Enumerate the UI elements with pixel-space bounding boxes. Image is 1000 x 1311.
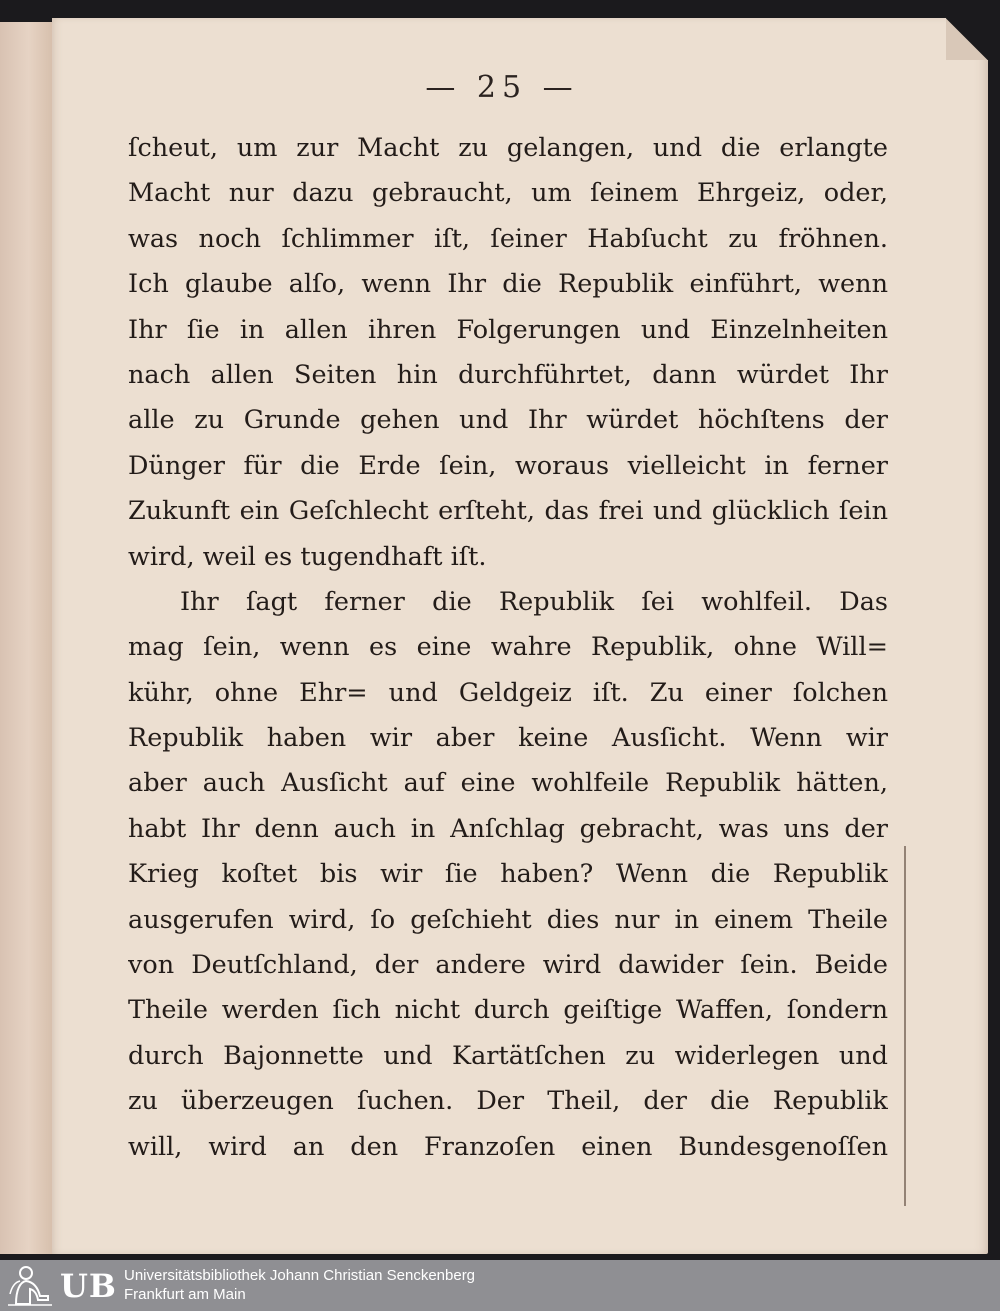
- text-line: Dünger für die Erde ſein, woraus vielleicht in ferner: [128, 450, 888, 481]
- page-number: — 25 —: [425, 70, 579, 105]
- text-line: durch Bajonnette und Kartätſchen zu widerlegen und: [128, 1040, 888, 1071]
- text-line: kühr, ohne Ehr= und Geldgeiz iſt. Zu einer ſolchen: [128, 677, 888, 708]
- text-line: Krieg koſtet bis wir ſie haben? Wenn die Republik: [128, 859, 888, 890]
- book-page: [52, 18, 988, 1254]
- library-footer-bar: [0, 1260, 1000, 1311]
- text-line-paragraph-end: wird, weil es tugendhaft iſt.: [128, 541, 487, 572]
- body-text: [128, 126, 888, 1170]
- previous-page-edge: [0, 22, 53, 1254]
- text-line: alle zu Grunde gehen und Ihr würdet höchſtens der: [128, 405, 888, 436]
- ub-logo[interactable]: [4, 1264, 116, 1307]
- institution-name-line1: Universitätsbibliothek Johann Christian Senckenberg: [124, 1267, 476, 1284]
- text-line: Theile werden ſich nicht durch geiſtige Waffen, ſondern: [128, 995, 888, 1026]
- text-line: ſcheut, um zur Macht zu gelangen, und die erlangte: [128, 133, 888, 163]
- text-line: Ich glaube alſo, wenn Ihr die Republik einführt, wenn: [128, 269, 888, 300]
- text-line-paragraph-start: Ihr ſagt ferner die Republik ſei wohlfeil. Das: [180, 586, 888, 617]
- ub-logo-text: UB: [60, 1267, 117, 1305]
- institution-name: [124, 1266, 475, 1304]
- text-line: was noch ſchlimmer iſt, ſeiner Habſucht zu fröhnen.: [128, 223, 888, 254]
- text-line: Republik haben wir aber keine Ausſicht. Wenn wir: [128, 723, 888, 754]
- text-line: ausgerufen wird, ſo geſchieht dies nur in einem Theile: [128, 904, 888, 935]
- text-line: zu überzeugen ſuchen. Der Theil, der die Republik: [128, 1086, 888, 1117]
- page-corner-fold: [946, 18, 988, 60]
- text-line: will, wird an den Franzoſen einen Bundesgenoſſen: [128, 1131, 888, 1162]
- text-line: Zukunft ein Geſchlecht erſteht, das frei und glücklich ſein: [128, 496, 888, 527]
- text-line: mag ſein, wenn es eine wahre Republik, ohne Will=: [128, 632, 888, 663]
- institution-name-line2: Frankfurt am Main: [124, 1286, 246, 1303]
- text-line: von Deutſchland, der andere wird dawider ſein. Beide: [128, 950, 888, 981]
- text-line: nach allen Seiten hin durchführtet, dann würdet Ihr: [128, 359, 888, 390]
- text-line: aber auch Ausſicht auf eine wohlfeile Republik hätten,: [128, 768, 888, 799]
- text-line: Ihr ſie in allen ihren Folgerungen und Einzelnheiten: [128, 314, 888, 345]
- text-line: habt Ihr denn auch in Anſchlag gebracht, was uns der: [128, 813, 888, 844]
- seated-figure-logo-icon: [4, 1264, 56, 1307]
- text-line: Macht nur dazu gebraucht, um ſeinem Ehrgeiz, oder,: [128, 178, 888, 209]
- margin-pencil-mark: [900, 846, 906, 1206]
